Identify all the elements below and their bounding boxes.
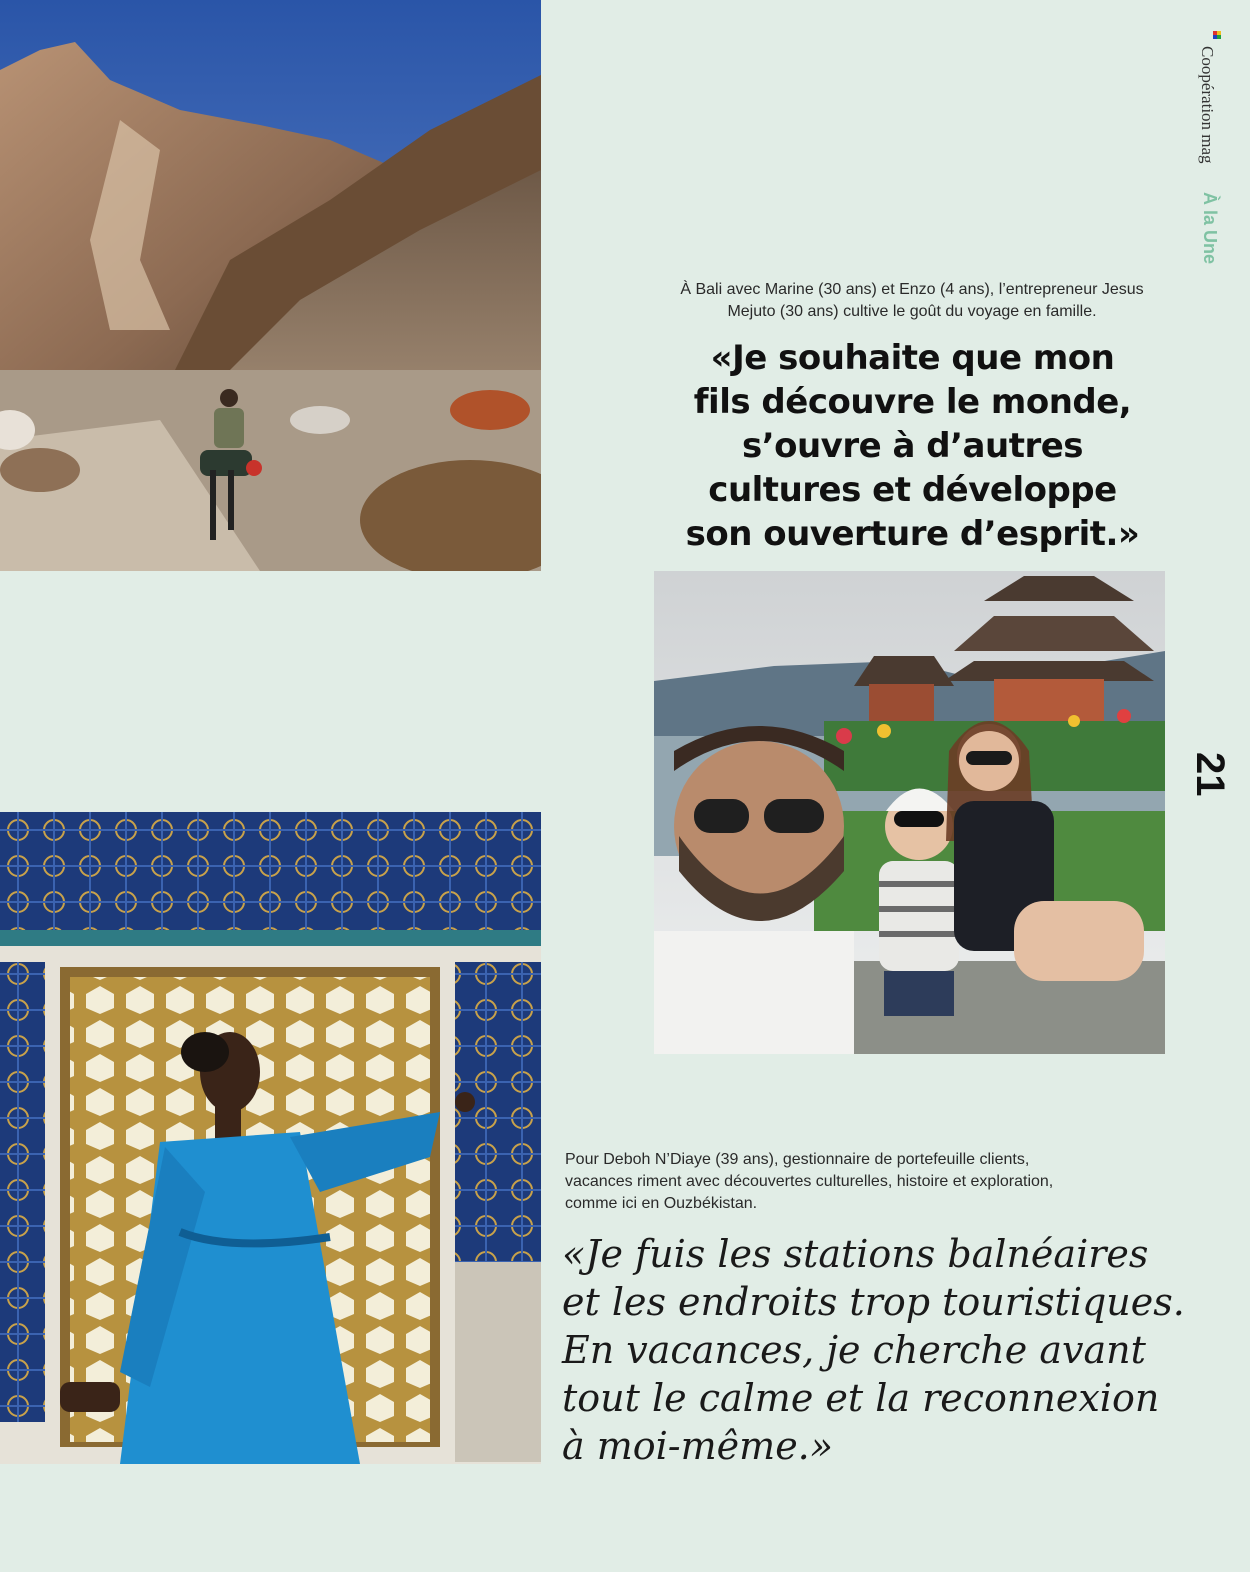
mountain-cyclist-photo xyxy=(0,0,541,571)
deboh-photo-caption: Pour Deboh N’Diaye (39 ans), gestionnaire de portefeuille clients, vacances riment avec découvertes culturelles, histoire et exploration, comme ici en Ouzbékistan. xyxy=(565,1151,1054,1212)
bali-family-photo xyxy=(654,571,1165,1054)
uzbekistan-photo xyxy=(0,812,541,1464)
magazine-name: Coopération mag xyxy=(1198,46,1217,164)
page-number: 21 xyxy=(1188,752,1232,797)
deboh-pull-quote: «Je fuis les stations balnéaires et les endroits trop touristiques. En vacances, je cherche avant tout le calme et la reconnexion à moi-même.» xyxy=(562,1232,1185,1468)
color-registration-mark xyxy=(1213,31,1223,39)
bali-photo-caption: À Bali avec Marine (30 ans) et Enzo (4 ans), l’entrepreneur Jesus Mejuto (30 ans) cultive le goût du voyage en famille. xyxy=(680,281,1144,320)
bali-pull-quote: «Je souhaite que mon fils découvre le monde, s’ouvre à d’autres cultures et développe son ouverture d’esprit.» xyxy=(685,338,1140,554)
section-label: À la Une xyxy=(1200,192,1220,265)
